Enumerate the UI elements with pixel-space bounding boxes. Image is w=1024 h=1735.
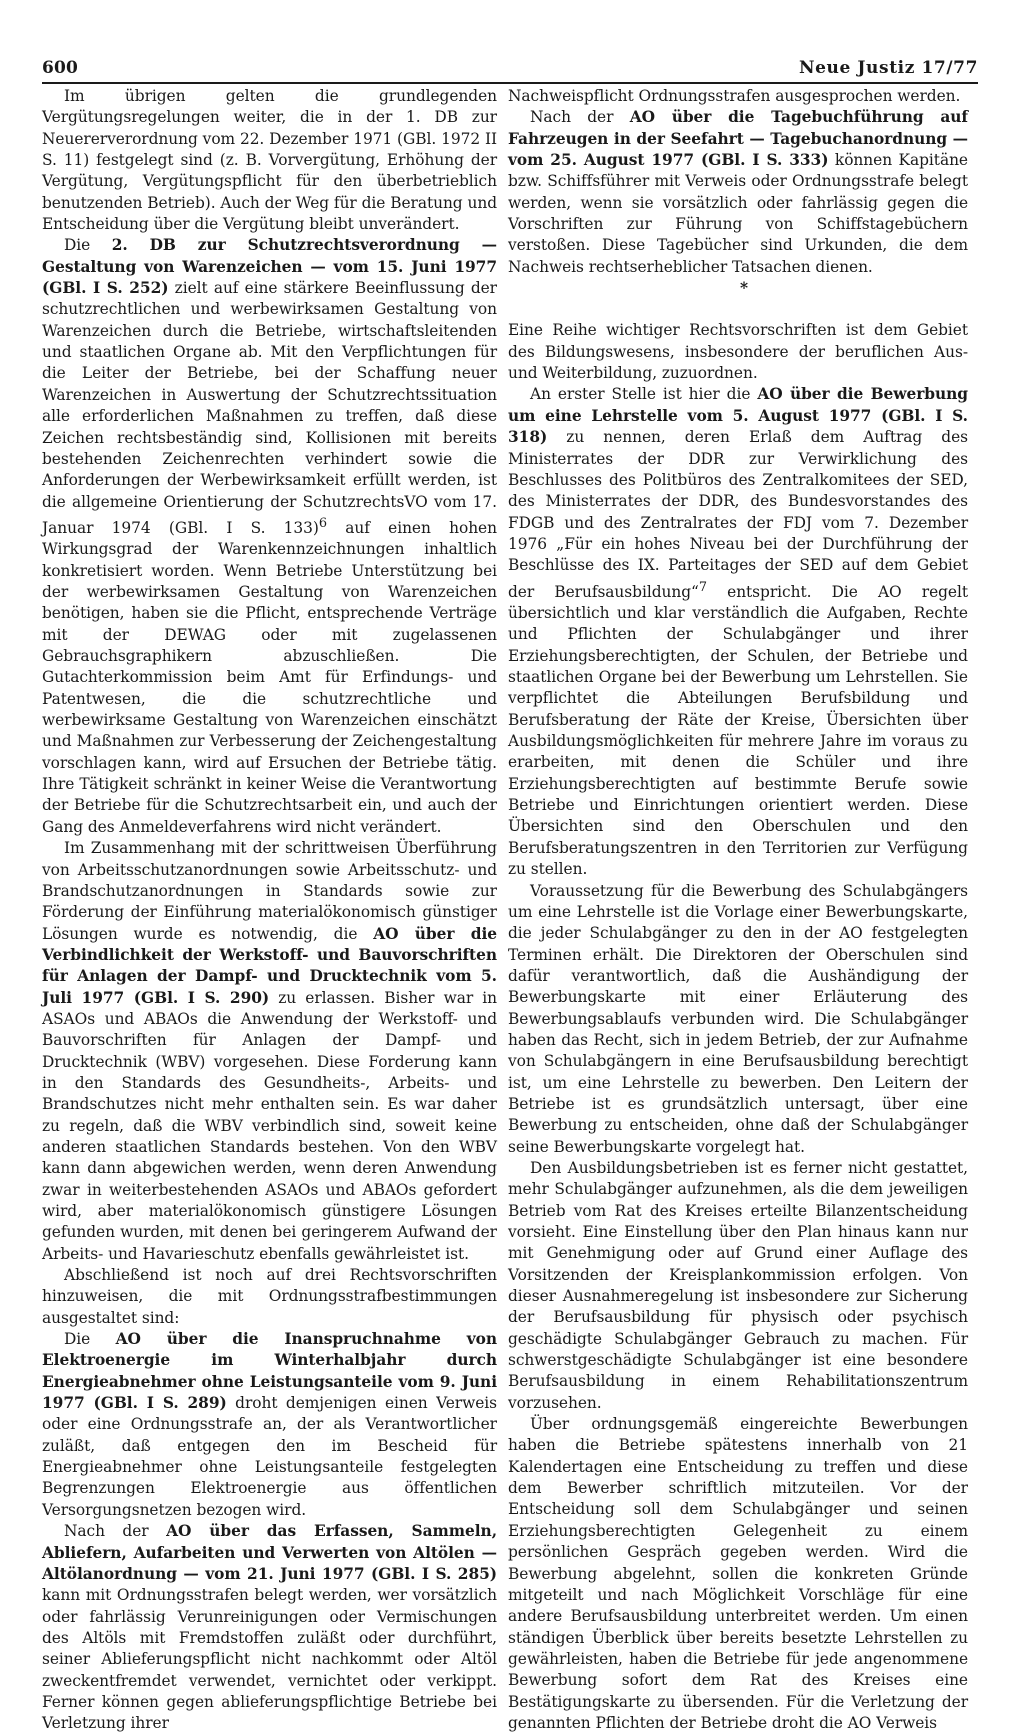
- paragraph-text: An erster Stelle ist hier die: [530, 385, 758, 404]
- header-rule: [42, 82, 978, 84]
- section-separator: [508, 278, 968, 299]
- paragraph: Voraussetzung für die Bewerbung des Schulabgängers um eine Lehrstelle ist die Vorlage einer Bewerbungskarte, die jeder Schulabgänger zu den in der AO festgelegten Terminen erhält. Die Direktoren der Oberschulen sind dafür verantwortlich, daß die Aushändigung der Bewerbungskarte mit einer Erläuterung des Bewerbungsablaufs verbunden wird. Die Schulabgänger haben das Recht, sich in jedem Betrieb, der zur Aufnahme von Schulabgängern in eine Berufsausbildung berechtigt ist, um eine Lehrstelle zu bewerben. Den Leitern der Betriebe ist es grundsätzlich untersagt, über eine Bewerbung zu entscheiden, ohne daß der Schulabgänger seine Bewerbungskarte vorgelegt hat.: [508, 881, 968, 1156]
- paragraph-text: Die: [64, 1330, 116, 1349]
- paragraph: Abschließend ist noch auf drei Rechtsvorschriften hinzuweisen, die mit Ordnungsstrafbestimmungen ausgestaltet sind:: [42, 1266, 497, 1327]
- left-column: [42, 86, 497, 1735]
- paragraph: Nachweispflicht Ordnungsstrafen ausgesprochen werden.: [508, 87, 961, 105]
- right-column: [508, 86, 968, 1734]
- asterisk-separator: *: [740, 279, 748, 298]
- regulation-title: AO über die Tagebuchführung auf Fahrzeugen in der Seefahrt — Tagebuchanordnung — vom 25. August 1977 (GBl. I S. 333): [508, 108, 968, 170]
- paragraph: [42, 838, 497, 1265]
- footnote-ref: 7: [698, 579, 707, 595]
- paragraph: Eine Reihe wichtiger Rechtsvorschriften ist dem Gebiet des Bildungswesens, insbesondere der beruflichen Aus- und Weiterbildung, zuzuordnen.: [508, 321, 968, 383]
- page-number: 600: [42, 58, 79, 78]
- paragraph: [508, 384, 968, 880]
- footnote-ref: 6: [318, 515, 327, 531]
- paragraph: [42, 1329, 497, 1521]
- paragraph: [508, 107, 968, 278]
- paragraph: Im übrigen gelten die grundlegenden Vergütungsregelungen weiter, die in der 1. DB zur Neuererverordnung vom 22. Dezember 1971 (GBl. 1972 II S. 11) festgelegt sind (z. B. Vorvergütung, Erhöhung der Vergütung, Vergütungspflicht für den überbetrieblich benutzenden Betrieb). Auch der Weg für die Beratung und Entscheidung über die Vergütung bleibt unverändert.: [42, 87, 497, 234]
- paragraph-text: auf einen hohen Wirkungsgrad der Warenkennzeichnungen inhaltlich konkretisiert worden. Wenn Betriebe Unterstützung bei der werbewirksamen Gestaltung von Warenzeichen benötigen, haben sie die Pflicht, entsprechende Verträge mit der DEWAG oder mit zugelassenen Gebrauchsgraphikern abzuschließen. Die Gutachterkommission beim Amt für Erfindungs- und Patentwesen, die die schutzrechtliche und werbewirksame Gestaltung von Warenzeichen einschätzt und Maßnahmen zur Verbesserung der Zeichengestaltung vorschlagen kann, wird auf Ersuchen der Betriebe tätig. Ihre Tätigkeit schränkt in keiner Weise die Verantwortung der Betriebe für die Schutzrechtsarbeit ein, und auch der Gang des Anmeldeverfahrens wird nicht verändert.: [42, 519, 497, 836]
- journal-issue: Neue Justiz 17/77: [798, 58, 978, 78]
- paragraph: [42, 1521, 497, 1734]
- paragraph-text: Nach der: [64, 1522, 167, 1541]
- paragraph-text: zielt auf eine stärkere Beeinflussung der schutzrechtlichen und werbewirksamen Gestaltung von Warenzeichen durch die Betriebe, wirtschaftsleitenden und staatlichen Organe ab. Mit den Verpflichtungen für die Leiter der Betriebe, bei der Schaffung neuer Warenzeichen in Auswertung der Schutzrechtssituation alle erforderlichen Maßnahmen zu treffen, daß diese Zeichen rechtsbeständig sind, Kollisionen mit bereits bestehenden Zeichenrechten verhindert sowie die Anforderungen der Werbewirksamkeit erfüllt werden, ist die allgemeine Orientierung der SchutzrechtsVO vom 17. Januar 1974 (GBl. I S. 133): [42, 279, 497, 537]
- paragraph-text: zu nennen, deren Erlaß dem Auftrag des Ministerrates der DDR zur Verwirklichung des Beschlusses des Politbüros des Zentralkomitees der SED, des Ministerrates der DDR, des Bundesvorstandes des FDGB und des Zentralrates der FDJ vom 7. Dezember 1976 „Für ein hohes Niveau bei der Durchführung der Beschlüsse des IX. Parteitages der SED auf dem Gebiet der Berufsausbildung“: [508, 428, 968, 601]
- regulation-title: AO über die Bewerbung um eine Lehrstelle vom 5. August 1977 (GBl. I S. 318): [508, 385, 969, 447]
- regulation-title: AO über die Inanspruchnahme von Elektroenergie im Winterhalbjahr durch Energieabnehmer ohne Leistungsanteile vom 9. Juni 1977 (GBl. I S. 289): [42, 1330, 497, 1413]
- regulation-title: AO über das Erfassen, Sammeln, Abliefern, Aufarbeiten und Verwerten von Altölen — Altölanordnung — vom 21. Juni 1977 (GBl. I S. 285): [42, 1522, 497, 1583]
- paragraph-text: zu erlassen. Bisher war in ASAOs und ABAOs die Anwendung der Werkstoff- und Bauvorschriften für Anlagen der Dampf- und Drucktechnik (WBV) vorgesehen. Diese Forderung kann in den Standards des Gesundheits-, Arbeits- und Brandschutzes nicht mehr enthalten sein. Es war daher zu regeln, daß die WBV verbindlich sind, soweit keine anderen staatlichen Standards bestehen. Von den WBV kann dann abgewichen werden, wenn deren Anwendung zwar in weiterbestehenden ASAOs und ABAOs gefordert wird, aber materialökonomisch günstigere Lösungen gefunden wurden, mit denen bei geringerem Aufwand der Arbeits- und Havarieschutz ebenfalls gewährleistet ist.: [42, 988, 497, 1263]
- paragraph-text: Nach der: [530, 108, 630, 127]
- paragraph-text: Die: [64, 236, 112, 255]
- paragraph-text: Im Zusammenhang mit der schrittweisen Überführung von Arbeitsschutzanordnungen sowie Arbeitsschutz- und Brandschutzanordnungen in Standards sowie zur Förderung der Einführung materialökonomisch günstiger Lösungen wurde es notwendig, die: [42, 839, 497, 943]
- paragraph: Den Ausbildungsbetrieben ist es ferner nicht gestattet, mehr Schulabgänger aufzunehmen, als die dem jeweiligen Betrieb vom Rat des Kreises erteilte Bilanzentscheidung vorsieht. Eine Einstellung über den Plan hinaus kann nur mit Genehmigung oder auf Grund einer Auflage des Vorsitzenden der Kreisplankommission erfolgen. Von dieser Ausnahmeregelung ist insbesondere zur Sicherung der Berufsausbildung für physisch oder psychisch geschädigte Schulabgänger Gebrauch zu machen. Für schwerstgeschädigte Schulabgänger ist eine besondere Berufsausbildung in einem Rehabilitationszentrum vorzusehen.: [508, 1158, 968, 1412]
- paragraph: Über ordnungsgemäß eingereichte Bewerbungen haben die Betriebe spätestens innerhalb von 21 Kalendertagen eine Entscheidung zu treffen und diese dem Bewerber schriftlich mitzuteilen. Vor der Entscheidung soll dem Schulabgänger und seinen Erziehungsberechtigten Gelegenheit zu einem persönlichen Gespräch gegeben werden. Wird die Bewerbung abgelehnt, sollen die konkreten Gründe mitgeteilt und nach Möglichkeit Vorschläge für eine andere Berufsausbildung unterbreitet werden. Um einen ständigen Überblick über bereits besetzte Lehrstellen zu gewährleisten, haben die Betriebe für jede angenommene Bewerbung sofort dem Rat des Kreises eine Bestätigungskarte zu übersenden. Für die Verletzung der genannten Pflichten der Betriebe droht die AO Verweis: [508, 1415, 968, 1732]
- paragraph-text: droht demjenigen einen Verweis oder eine Ordnungsstrafe an, der als Verantwortlicher zuläßt, daß entgegen den im Bescheid für Energieabnehmer ohne Leistungsanteile festgelegten Begrenzungen Elektroenergie aus öffentlichen Versorgungsnetzen bezogen wird.: [42, 1394, 497, 1519]
- paragraph-text: entspricht. Die AO regelt übersichtlich und klar verständlich die Aufgaben, Rechte und Pflichten der Schulabgänger und ihrer Erziehungsberechtigten, der Schulen, der Betriebe und staatlichen Organe bei der Bewerbung um Lehrstellen. Sie verpflichtet die Abteilungen Berufsbildung und Berufsberatung der Räte der Kreise, Übersichten über Ausbildungsmöglichkeiten für mehrere Jahre im voraus zu erarbeiten, mit denen die Schüler und ihre Erziehungsberechtigten auf bestimmte Berufe sowie Betriebe und Einrichtungen orientiert werden. Diese Übersichten sind den Oberschulen und den Berufsberatungszentren in den Territorien zur Verfügung zu stellen.: [508, 582, 968, 879]
- paragraph: [42, 235, 497, 838]
- regulation-title: 2. DB zur Schutzrechtsverordnung — Gestaltung von Warenzeichen — vom 15. Juni 1977 (GBl. I S. 252): [42, 236, 498, 298]
- regulation-title: AO über die Verbindlichkeit der Werkstoff- und Bauvorschriften für Anlagen der Dampf- und Drucktechnik vom 5. Juli 1977 (GBl. I S. 290): [42, 924, 497, 1007]
- paragraph-text: kann mit Ordnungsstrafen belegt werden, wer vorsätzlich oder fahrlässig Verunreinigungen oder Vermischungen des Altöls mit Fremdstoffen zuläßt oder durchführt, seiner Ablieferungspflicht nicht nachkommt oder Altöl zweckentfremdet verwendet, vernichtet oder verkippt. Ferner können gegen ablieferungspflichtige Betriebe bei Verletzung ihrer: [42, 1586, 497, 1733]
- paragraph-text: können Kapitäne bzw. Schiffsführer mit Verweis oder Ordnungsstrafe belegt werden, wenn sie vorsätzlich oder fahrlässig gegen die Vorschriften zur Führung von Schiffstagebüchern verstoßen. Diese Tagebücher sind Urkunden, die dem Nachweis rechtserheblicher Tatsachen dienen.: [508, 151, 968, 276]
